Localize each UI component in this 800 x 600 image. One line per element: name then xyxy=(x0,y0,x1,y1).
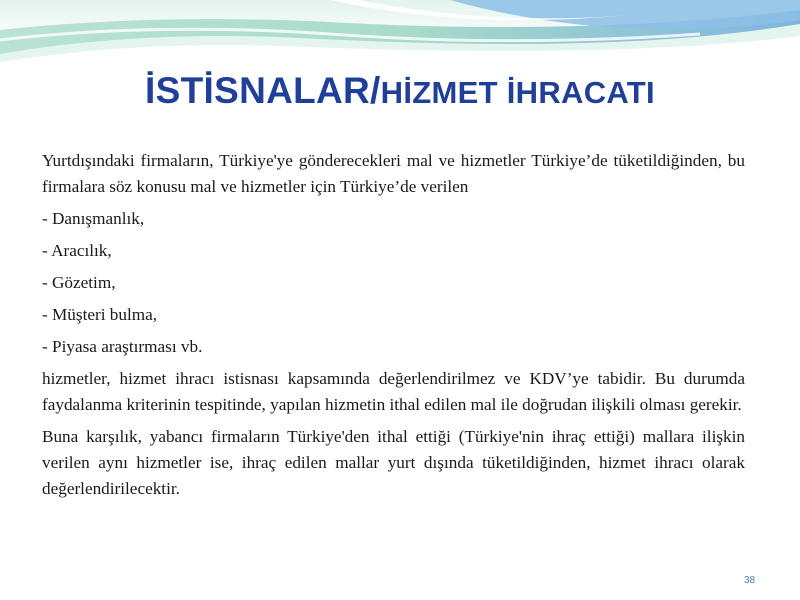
list-item-piyasa-arastirmasi: - Piyasa araştırması vb. xyxy=(42,337,203,356)
title-part-1: İSTİSNALAR/ xyxy=(145,70,381,111)
slide-title xyxy=(0,70,800,112)
list-item-aracilik: - Aracılık, xyxy=(42,241,112,260)
body-paragraph-3: Buna karşılık, yabancı firmaların Türkiye'den ithal ettiği (Türkiye'nin ihraç ettiği) mallara ilişkin verilen aynı hizmetler ise, ihraç edilen mallar yurt dışında tüketildiğinden, hizmet ihracı olarak değerlendirilecektir. xyxy=(42,427,745,498)
page-number: 38 xyxy=(744,575,756,586)
list-item-musteri-bulma: - Müşteri bulma, xyxy=(42,305,158,324)
slide-body xyxy=(42,148,745,502)
intro-paragraph: Yurtdışındaki firmaların, Türkiye'ye gönderecekleri mal ve hizmetler Türkiye’de tüketildiğinden, bu firmalara söz konusu mal ve hizmetler için Türkiye’de verilen xyxy=(42,151,745,196)
header-wave-decoration xyxy=(0,0,800,80)
list-item-gozetim: - Gözetim, xyxy=(42,273,116,292)
list-item-danismanlik: - Danışmanlık, xyxy=(42,209,145,228)
title-part-2: HİZMET İHRACATI xyxy=(380,75,655,110)
body-paragraph-2: hizmetler, hizmet ihracı istisnası kapsamında değerlendirilmez ve KDV’ye tabidir. Bu durumda faydalanma kriterinin tespitinde, yapılan hizmetin ithal edilen mal ile doğrudan ilişkili olması gerekir. xyxy=(42,369,745,414)
